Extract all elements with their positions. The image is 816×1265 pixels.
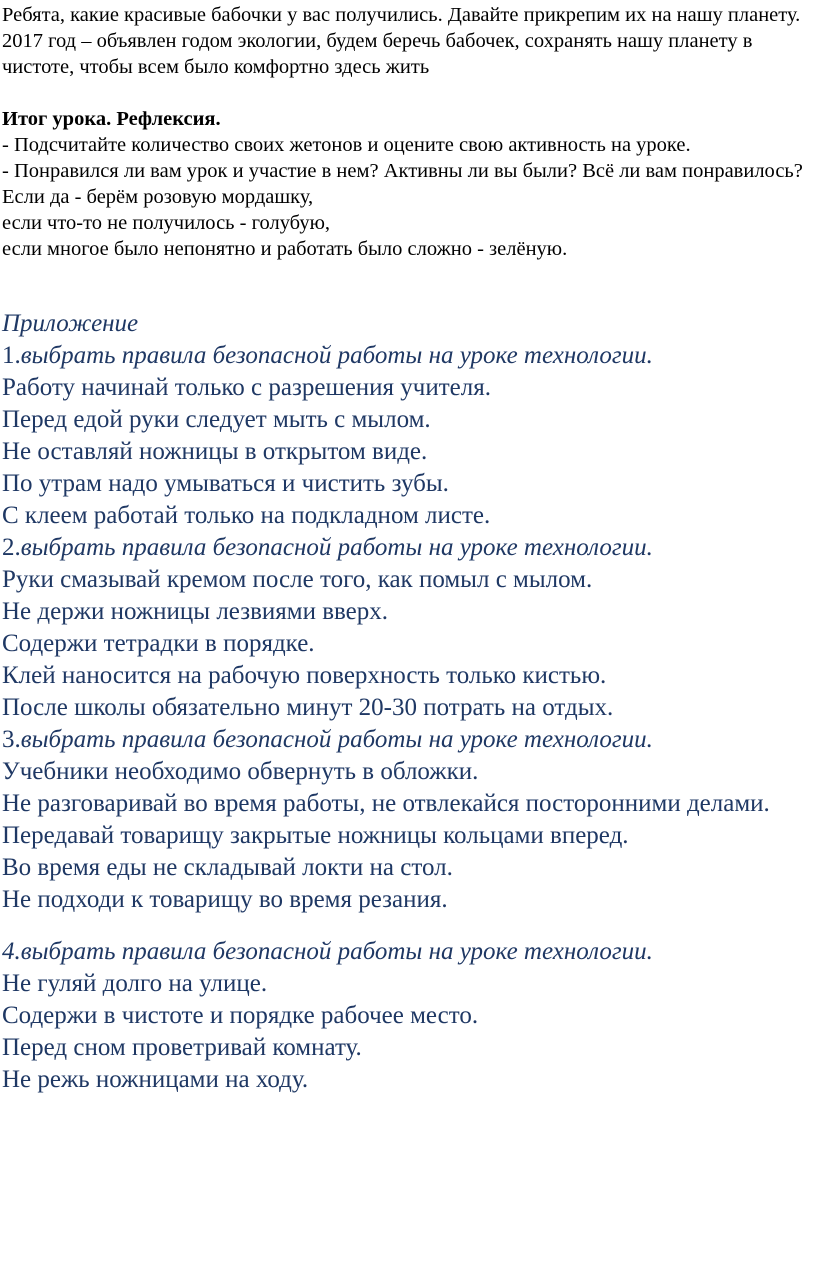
rule-item: Перед едой руки следует мыть с мылом. [2,406,431,433]
rule-group-2 [2,532,810,724]
rule-item: Не подходи к товарищу во время резания. [2,886,448,913]
summary-line: - Подсчитайте количество своих жетонов и оцените свою активность на уроке. [2,134,691,156]
rule-item: Не разговаривай во время работы, не отвлекайся посторонними делами. [2,790,770,817]
appendix-title: Приложение [2,310,139,337]
task-number: 3. [2,726,21,753]
rule-group-4 [2,936,810,1096]
rule-group-3 [2,724,810,916]
rule-item: Учебники необходимо обвернуть в обложки. [2,758,479,785]
task-text: выбрать правила безопасной работы на уроке технологии. [20,938,653,965]
task-heading [2,340,810,372]
rule-item: Не держи ножницы лезвиями вверх. [2,598,389,625]
summary-line: - Понравился ли вам урок и участие в нем? Активны ли вы были? Всё ли вам понравилось? [2,160,803,182]
task-number: 4. [2,938,21,965]
appendix-section [2,308,810,1096]
intro-paragraph: Ребята, какие красивые бабочки у вас получились. Давайте прикрепим их на нашу планету. 2017 год – объявлен годом экологии, будем беречь бабочек, сохранять нашу планету в чистоте, чтобы всем было комфортно здесь жить [2,4,801,78]
rule-item: После школы обязательно минут 20-30 потрать на отдых. [2,694,614,721]
rule-item: Не режь ножницами на ходу. [2,1066,309,1093]
rule-item: Перед сном проветривай комнату. [2,1034,362,1061]
rule-item: Содержи тетрадки в порядке. [2,630,315,657]
summary-line: если многое было непонятно и работать было сложно - зелёную. [2,238,568,260]
task-text: выбрать правила безопасной работы на уроке технологии. [20,534,653,561]
rule-item: Передавай товарищу закрытые ножницы кольцами вперед. [2,822,629,849]
rule-item: С клеем работай только на подкладном листе. [2,502,491,529]
task-heading [2,532,810,564]
task-number: 1. [2,342,21,369]
rule-item: Клей наносится на рабочую поверхность только кистью. [2,662,607,689]
summary-title: Итог урока. Рефлексия. [2,108,221,130]
task-heading [2,724,810,756]
rule-item: Руки смазывай кремом после того, как помыл с мылом. [2,566,593,593]
rule-group-1 [2,340,810,532]
rule-item: Во время еды не складывай локти на стол. [2,854,453,881]
task-text: выбрать правила безопасной работы на уроке технологии. [20,342,653,369]
rule-item: По утрам надо умываться и чистить зубы. [2,470,449,497]
summary-section [2,106,810,262]
summary-line: если что-то не получилось - голубую, [2,212,331,234]
rule-item: Содержи в чистоте и порядке рабочее место. [2,1002,479,1029]
rule-item: Работу начинай только с разрешения учителя. [2,374,492,401]
intro-section [2,2,810,80]
rule-item: Не гуляй долго на улице. [2,970,268,997]
task-text: выбрать правила безопасной работы на уроке технологии. [20,726,653,753]
task-heading [2,936,810,968]
task-number: 2. [2,534,21,561]
rule-item: Не оставляй ножницы в открытом виде. [2,438,428,465]
summary-line: Если да - берём розовую мордашку, [2,186,314,208]
